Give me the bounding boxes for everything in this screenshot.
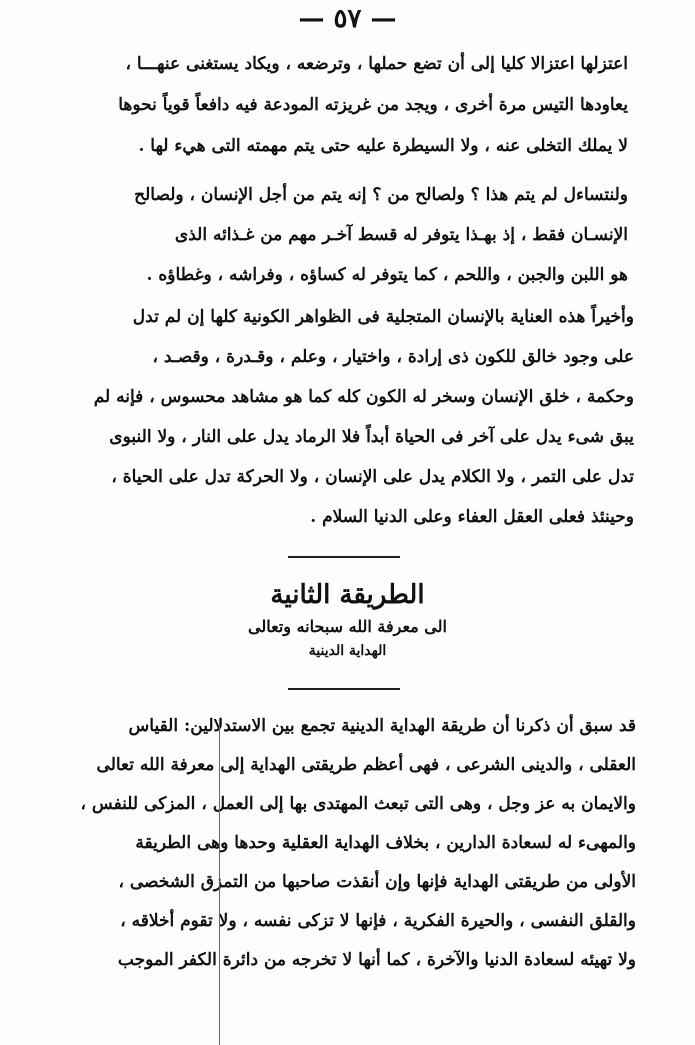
text-line: وحكمة ، خلق الإنسان وسخر له الكون كله كما هو مشاهد محسوس ، فإنه لم [93,387,634,407]
text-line: على وجود خالق للكون ذى إرادة ، واختيار ، وعلم ، وقـدرة ، وقصـد ، [152,347,634,367]
text-line: العقلى ، والدينى الشرعى ، فهى أعظم طريقتى الهداية إلى معرفة الله تعالى [96,755,636,775]
text-line: قد سبق أن ذكرنا أن طريقة الهداية الدينية تجمع بين الاستدلالين: القياس [128,716,636,736]
page-number: — ٥٧ — [298,4,397,34]
text-line: ولنتساءل لم يتم هذا ؟ ولصالح من ؟ إنه يتم من أجل الإنسان ، ولصالح [134,185,628,205]
section-subtitle: الى معرفة الله سبحانه وتعالى [248,617,447,636]
text-line: اعتزلها اعتزالا كليا إلى أن تضع حملها ، وترضعه ، ويكاد يستغنى عنهـــا ، [125,54,628,74]
paragraph-3 [86,297,634,537]
paragraph-4 [56,707,636,980]
text-line: والمهىء له لسعادة الدارين ، بخلاف الهداية العقلية وحدها وهى الطريقة [135,833,636,853]
text-line: وحينئذ فعلى العقل العفاء وعلى الدنيا السلام . [310,507,634,527]
text-line: والقلق النفسى ، والحيرة الفكرية ، فإنها لا تزكى نفسه ، ولا تقوم أخلاقه ، [120,911,636,931]
text-line: يبق شىء يدل على آخر فى الحياة أبداً فلا الرماد يدل على النار ، ولا النبوى [109,427,634,447]
text-line: يعاودها التيس مرة أخرى ، ويجد من غريزته المودعة فيه دافعاً قوياً نحوها [118,95,628,115]
section-divider-bottom [288,688,400,690]
text-line: تدل على التمر ، ولا الكلام يدل على الإنسان ، ولا الحركة تدل على الحياة ، [111,467,634,487]
text-line: هو اللبن والجبن ، واللحم ، كما يتوفر له كساؤه ، وفراشه ، وغطاؤه . [146,265,628,285]
text-line: وأخيراً هذه العناية بالإنسان المتجلية فى الظواهر الكونية كلها إن لم تدل [132,307,634,327]
text-line: والايمان به عز وجل ، وهى التى تبعث المهتدى بها إلى العمل ، المزكى للنفس ، [80,794,636,814]
section-subsubtitle: الهداية الدينية [308,643,387,659]
text-line: الأولى من طريقتى الهداية فإنها وإن أنقذت صاحبها من التمزق الشخصى ، [118,872,636,892]
section-title: الطريقة الثانية [270,580,425,610]
text-line: ولا تهيئه لسعادة الدنيا والآخرة ، كما أنها لا تخرجه من دائرة الكفر الموجب [117,950,636,970]
text-line: لا يملك التخلى عنه ، ولا السيطرة عليه حتى يتم مهمته التى هيء لها . [138,136,628,156]
paragraph-2 [88,175,628,295]
paragraph-1 [88,44,628,167]
section-divider-top [288,556,400,558]
scan-margin-line [219,718,220,1045]
text-line: الإنسـان فقط ، إذ بهـذا يتوفر له قسط آخـر مهم من غـذائه الذى [174,225,628,245]
